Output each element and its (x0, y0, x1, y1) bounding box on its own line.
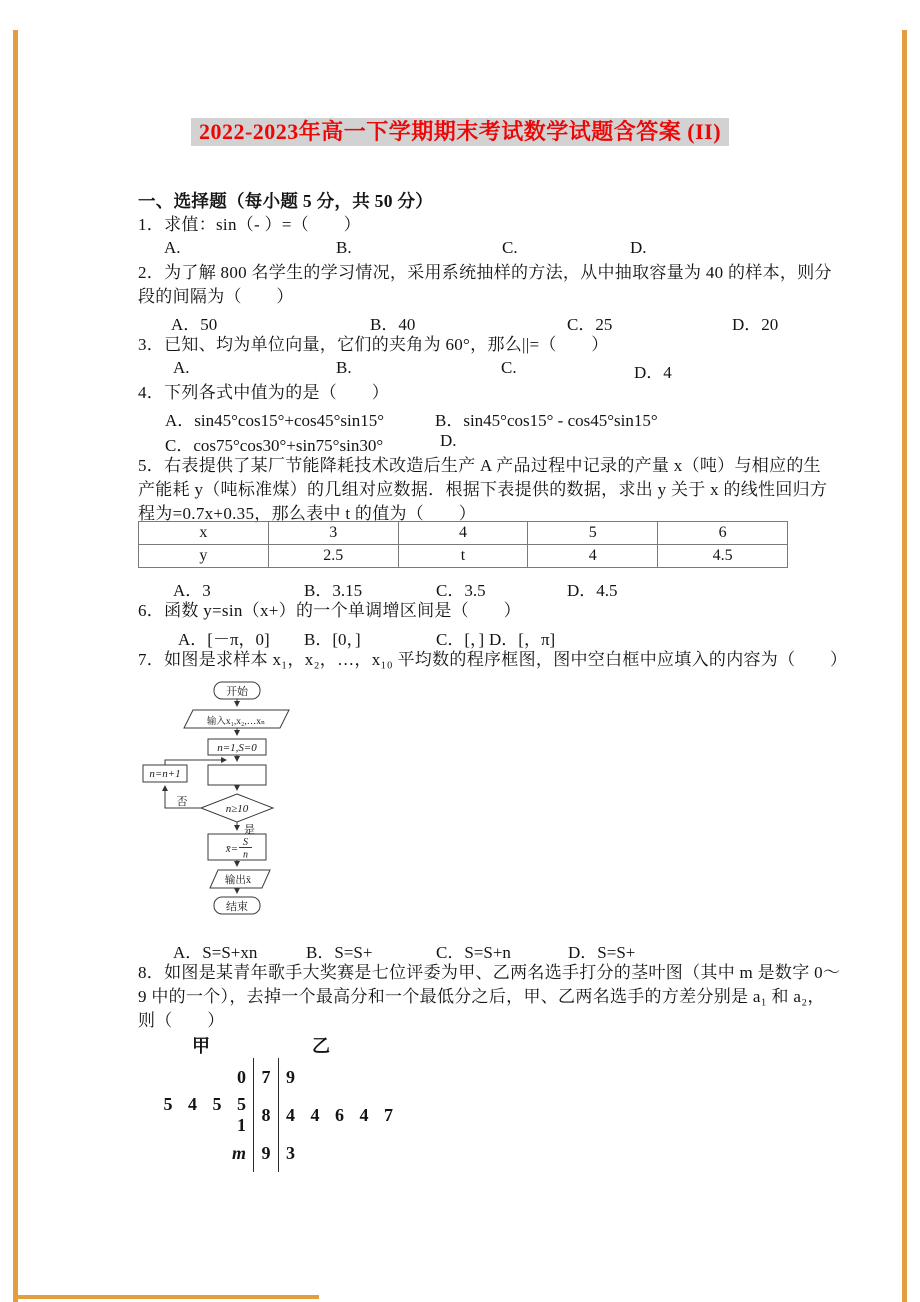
stem-header-left: 甲 (192, 1036, 210, 1056)
q3-text: 3．已知、均为单位向量，它们的夹角为 60°，那么||=（ ） (138, 335, 609, 354)
q6-option-d: D．[，π] (489, 630, 556, 649)
flow-condition-label: n≥10 (225, 803, 249, 815)
flow-no-label: 否 (176, 796, 188, 808)
cell: 2.5 (268, 545, 398, 568)
stem-value: 8 (253, 1096, 279, 1134)
q4-option-c: C．cos75°cos30°+sin75°sin30° (165, 436, 384, 455)
page-border-bottom (13, 1295, 319, 1299)
q5-option-b: B．3.15 (304, 581, 363, 600)
q7-option-b: B．S=S+ (306, 943, 373, 962)
q7-text: 7．如图是求样本 x₁，x₂，…，x₁₀ 平均数的程序框图，图中空白框中应填入的内容为（ ） (138, 650, 848, 669)
q2-option-d: D．20 (732, 315, 779, 334)
cell: y (139, 545, 269, 568)
q1-text: 1．求值：sin（- ）=（ ） (138, 215, 361, 234)
leaf-right: 9 (286, 1066, 295, 1087)
q4-option-d: D. (440, 431, 457, 450)
q1-option-a: A. (164, 238, 181, 257)
flow-loop-return-line (165, 760, 226, 765)
cell: 6 (658, 522, 788, 545)
q2-option-a: A．50 (171, 315, 218, 334)
q1-options (138, 238, 898, 260)
q3-option-d: D．4 (634, 363, 672, 382)
flow-yes-label: 是 (244, 824, 255, 836)
q6-option-b: B．[0，] (304, 630, 361, 649)
q7-option-a: A．S=S+xn (173, 943, 258, 962)
q5-text-line1: 5．右表提供了某厂节能降耗技术改造后生产 A 产品过程中记录的产量 x（吨）与相应的生 (138, 456, 821, 475)
q3-option-c: C. (501, 358, 517, 377)
q5-option-d: D．4.5 (567, 581, 618, 600)
leaf-right: 4 4 6 4 7 (286, 1104, 393, 1125)
q6-text: 6．函数 y=sin（x+）的一个单调增区间是（ ） (138, 601, 521, 620)
q6-option-c: C．[，] (436, 630, 485, 649)
q1-option-c: C. (502, 238, 518, 257)
q7-options (138, 938, 898, 960)
q3-option-a: A. (173, 358, 190, 377)
q3-option-b: B. (336, 358, 352, 377)
q8-text-line3: 则（ ） (138, 1011, 225, 1030)
q5-option-a: A．3 (173, 581, 211, 600)
cell: 4 (528, 545, 658, 568)
leaf-right: 3 (286, 1142, 295, 1163)
flow-output-label: 输出x̄ (224, 875, 252, 886)
q7-option-c: C．S=S+n (436, 943, 511, 962)
q2-option-c: C．25 (567, 315, 613, 334)
cell: 5 (528, 522, 658, 545)
q4-options-row1 (138, 406, 898, 428)
flow-average-denominator: n (243, 849, 248, 861)
q4-option-a: A．sin45°cos15°+cos45°sin15° (165, 411, 385, 430)
flow-increment-label: n=n+1 (149, 768, 181, 780)
flow-input-label: 输入x₁,x₂,…xₙ (206, 717, 266, 727)
cell: 4 (398, 522, 528, 545)
title-row (0, 118, 920, 146)
flow-init-label: n=1,S=0 (217, 742, 257, 754)
q5-options (138, 576, 898, 598)
q2-option-b: B．40 (370, 315, 416, 334)
cell: x (139, 522, 269, 545)
stem-row (140, 1134, 470, 1172)
q8-text-line1: 8．如图是某青年歌手大奖赛是七位评委为甲、乙两名选手打分的茎叶图（其中 m 是数字 0～ (138, 963, 841, 982)
table-row-x (139, 522, 788, 545)
stem-headers (140, 1032, 470, 1058)
flow-average-numerator: S (243, 837, 248, 848)
q5-text-line3: 程为=0.7x+0.35，那么表中 t 的值为（ ） (138, 504, 476, 523)
q6-options (138, 625, 898, 647)
flow-start-label: 开始 (226, 686, 248, 698)
q3-options (138, 358, 898, 380)
page-border-left (13, 30, 18, 1302)
q8-text-line2: 9 中的一个），去掉一个最高分和一个最低分之后，甲、乙两名选手的方差分别是 a₁ 和 a₂， (138, 987, 825, 1006)
q5-option-c: C．3.5 (436, 581, 486, 600)
leaf-left: m (231, 1142, 246, 1163)
stem-row (140, 1096, 470, 1134)
q4-text: 4．下列各式中值为的是（ ） (138, 383, 389, 402)
q4-options-row2 (138, 431, 898, 453)
cell: 3 (268, 522, 398, 545)
q2-text-line1: 2．为了解 800 名学生的学习情况，采用系统抽样的方法，从中抽取容量为 40 的样本，则分 (138, 263, 832, 282)
flow-end-label: 结束 (226, 901, 248, 913)
cell: 4.5 (658, 545, 788, 568)
section-heading: 一、选择题（每小题 5 分，共 50 分） (138, 191, 434, 211)
q5-text-line2: 产能耗 y（吨标准煤）的几组对应数据．根据下表提供的数据，求出 y 关于 x 的线性回归方 (138, 480, 828, 499)
q4-option-b: B．sin45°cos15° - cos45°sin15° (435, 411, 658, 430)
q2-options (138, 310, 898, 332)
table-row-y (139, 545, 788, 568)
stem-value: 9 (253, 1134, 279, 1172)
q5-data-table (138, 521, 788, 568)
document-title: 2022-2023年高一下学期期末考试数学试题含答案 (II) (191, 118, 729, 146)
stem-row (140, 1058, 470, 1096)
page-border-right (902, 30, 907, 1302)
leaf-left: 0 (237, 1066, 246, 1087)
q2-text-line2: 段的间隔为（ ） (138, 287, 294, 306)
flow-average-prefix: x̄= (225, 843, 238, 855)
leaf-left: 5 4 5 5 1 (163, 1094, 246, 1135)
q1-option-b: B. (336, 238, 352, 257)
stem-value: 7 (253, 1058, 279, 1096)
q6-option-a: A．[－π，0] (178, 630, 270, 649)
flow-blank-box (208, 765, 266, 785)
stem-header-right: 乙 (312, 1036, 330, 1056)
cell: t (398, 545, 528, 568)
q7-option-d: D．S=S+ (568, 943, 636, 962)
q7-flowchart (139, 676, 389, 928)
q8-stem-leaf-plot (140, 1032, 470, 1172)
q1-option-d: D. (630, 238, 647, 257)
